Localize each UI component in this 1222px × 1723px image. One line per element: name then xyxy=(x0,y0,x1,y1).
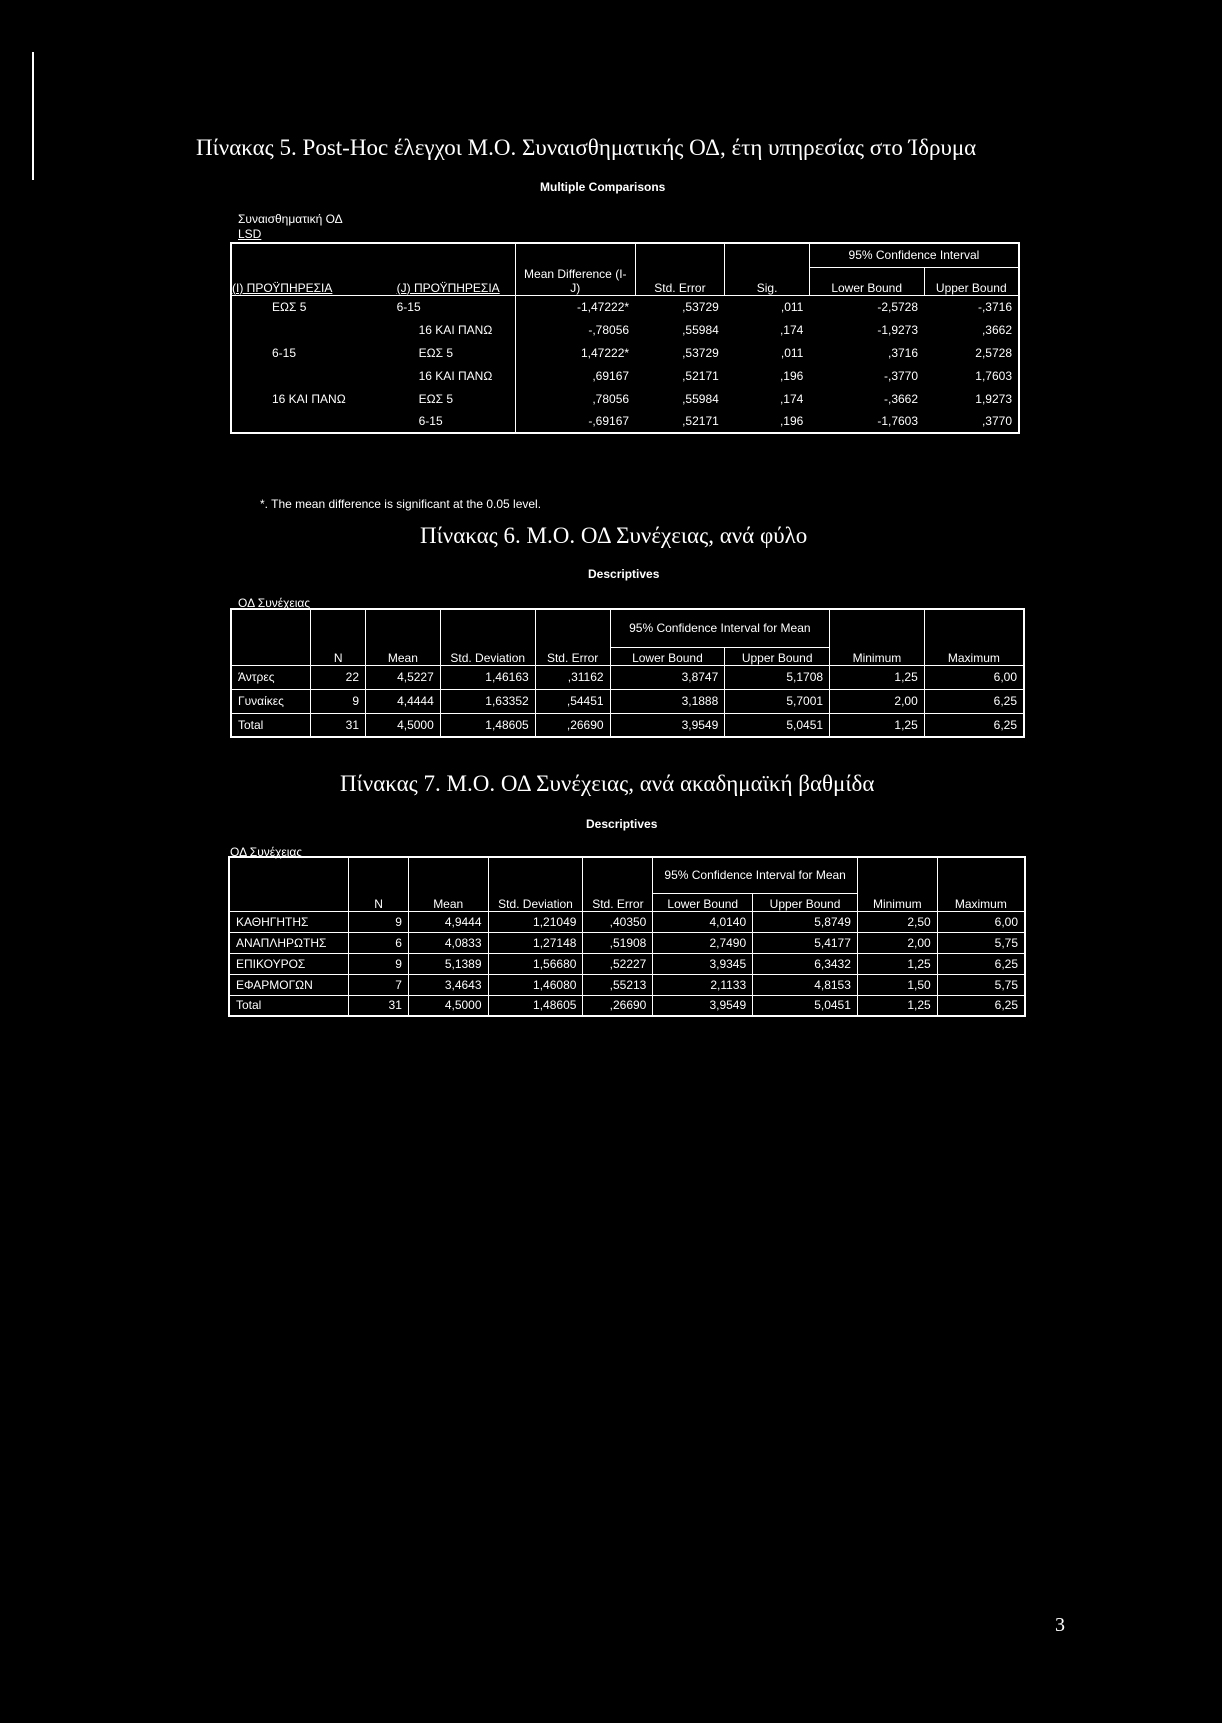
table7-title: Πίνακας 7. Μ.Ο. ΟΔ Συνέχειας, ανά ακαδημαϊκή βαθμίδα xyxy=(340,771,875,796)
table5-title: Πίνακας 5. Post-Hoc έλεγχοι Μ.Ο. Συναισθηματικής ΟΔ, έτη υπηρεσίας στο Ίδρυμα xyxy=(196,135,977,160)
table6-title: Πίνακας 6. Μ.Ο. ΟΔ Συνέχειας, ανά φύλο xyxy=(420,523,808,548)
table7-dv-label: ΟΔ Συνέχειας xyxy=(230,845,303,859)
table-row: ΑΝΑΠΛΗΡΩΤΗΣ 6 4,0833 1,27148 ,51908 2,7490 5,4177 2,00 5,75 xyxy=(229,932,1025,953)
table-row: 6-15 -,69167 ,52171 ,196 -1,7603 ,3770 xyxy=(231,410,1019,433)
margin-line xyxy=(32,52,34,180)
table-row: Γυναίκες 9 4,4444 1,63352 ,54451 3,1888 5,7001 2,00 6,25 xyxy=(231,689,1024,713)
table-row: ΕΠΙΚΟΥΡΟΣ 9 5,1389 1,56680 ,52227 3,9345 6,3432 1,25 6,25 xyxy=(229,953,1025,974)
descriptives-rank-table: N Mean Std. Deviation Std. Error 95% Confidence Interval for Mean Minimum Maximum Lower Bound Upper Bound ΚΑΘΗΓΗΤΗΣ 9 4,9444 1,21049 ,40350 4,0140 5,8749 2,50 6,00 ΑΝΑΠΛΗΡΩΤΗΣ 6 4,0833 1,27148 ,51908 2,7490 5,4177 2,00 5,75 ΕΠΙΚΟΥΡΟΣ 9 5,1389 1,56680 ,52227 3,9345 6,3432 1,25 6,25 ΕΦΑΡΜΟΓΩΝ 7 3,4643 1,46080 ,55213 2,1133 4,8153 1,50 5,75 Total 31 4,5000 1,48605 ,26690 3,9549 5,0451 1,25 6,25 xyxy=(228,856,1026,1017)
ci-header: 95% Confidence Interval for Mean xyxy=(610,609,830,647)
table5-dv-label: Συναισθηματική ΟΔ xyxy=(238,212,343,226)
table5-caption: Multiple Comparisons xyxy=(540,180,666,194)
page-number: 3 xyxy=(1055,1614,1065,1636)
ci-header: 95% Confidence Interval xyxy=(809,243,1019,267)
multiple-comparisons-table xyxy=(230,242,1020,434)
table-row: 16 ΚΑΙ ΠΑΝΩ ,69167 ,52171 ,196 -,3770 1,7603 xyxy=(231,364,1019,387)
ci-header: 95% Confidence Interval for Mean xyxy=(653,857,858,893)
table-row: Total 31 4,5000 1,48605 ,26690 3,9549 5,0451 1,25 6,25 xyxy=(231,713,1024,737)
col-sig: Sig. xyxy=(725,243,810,295)
table-row: Total 31 4,5000 1,48605 ,26690 3,9549 5,0451 1,25 6,25 xyxy=(229,995,1025,1016)
col-mean-diff: Mean Difference (I-J) xyxy=(516,243,636,295)
table-row: 16 ΚΑΙ ΠΑΝΩ ΕΩΣ 5 ,78056 ,55984 ,174 -,3662 1,9273 xyxy=(231,387,1019,410)
col-upper: Upper Bound xyxy=(924,267,1019,295)
col-j: (J) ΠΡΟΫΠΗΡΕΣΙΑ xyxy=(391,243,516,295)
descriptives-gender-table: N Mean Std. Deviation Std. Error 95% Confidence Interval for Mean Minimum Maximum Lower Bound Upper Bound Άντρες 22 4,5227 1,46163 ,31162 3,8747 5,1708 1,25 6,00 Γυναίκες 9 4,4444 1,63352 ,54451 3,1888 5,7001 2,00 6,25 Total 31 4,5000 1,48605 ,26690 3,9549 5,0451 1,25 6,25 xyxy=(230,608,1025,738)
table6-caption: Descriptives xyxy=(588,567,660,581)
table6-dv-label: ΟΔ Συνέχειας xyxy=(238,596,311,610)
table-row: Άντρες 22 4,5227 1,46163 ,31162 3,8747 5,1708 1,25 6,00 xyxy=(231,665,1024,689)
table7-caption: Descriptives xyxy=(586,817,658,831)
table-row: ΕΦΑΡΜΟΓΩΝ 7 3,4643 1,46080 ,55213 2,1133 4,8153 1,50 5,75 xyxy=(229,974,1025,995)
col-lower: Lower Bound xyxy=(809,267,924,295)
table5-footnote: *. The mean difference is significant at the 0.05 level. xyxy=(260,497,542,511)
table-row: ΕΩΣ 5 6-15 -1,47222* ,53729 ,011 -2,5728 -,3716 xyxy=(231,295,1019,318)
col-i: (I) ΠΡΟΫΠΗΡΕΣΙΑ xyxy=(231,243,391,295)
col-std-error: Std. Error xyxy=(635,243,725,295)
table5-method: LSD xyxy=(238,227,262,241)
table-row: 6-15 ΕΩΣ 5 1,47222* ,53729 ,011 ,3716 2,5728 xyxy=(231,341,1019,364)
table-row: 16 ΚΑΙ ΠΑΝΩ -,78056 ,55984 ,174 -1,9273 ,3662 xyxy=(231,318,1019,341)
table-row: ΚΑΘΗΓΗΤΗΣ 9 4,9444 1,21049 ,40350 4,0140 5,8749 2,50 6,00 xyxy=(229,911,1025,932)
